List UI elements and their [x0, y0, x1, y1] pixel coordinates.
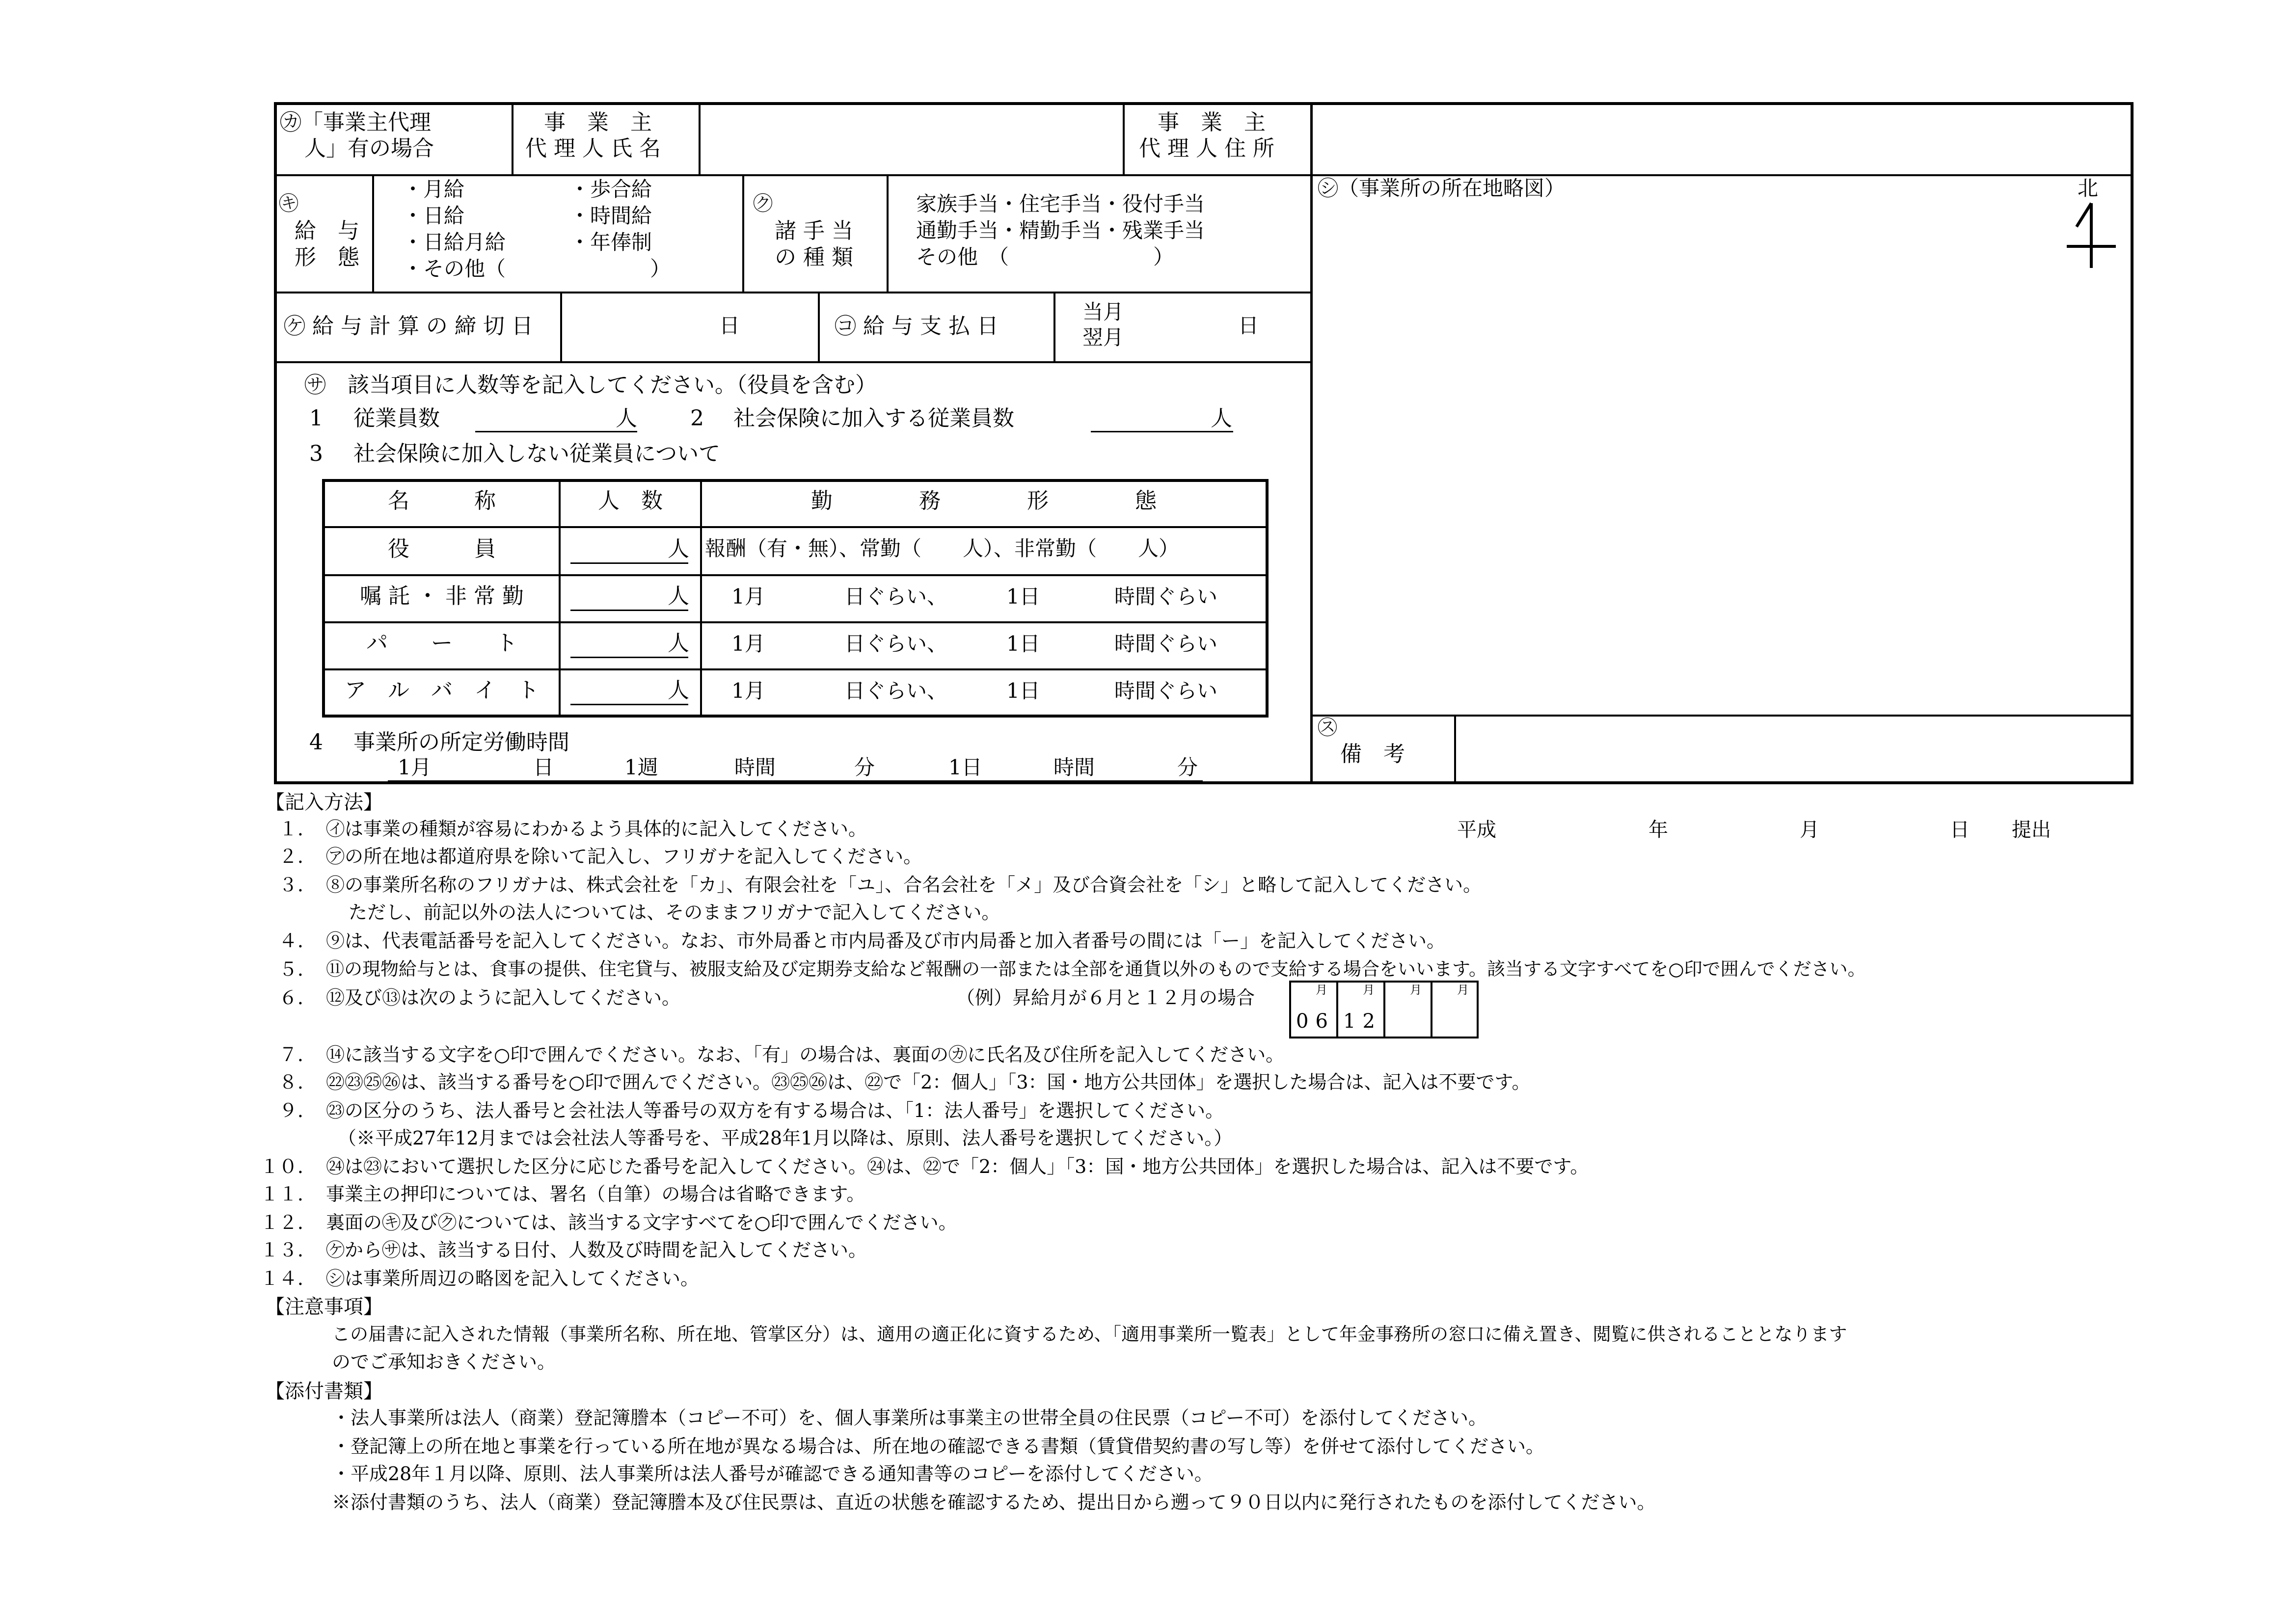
- work-form-text: 時間ぐらい: [1114, 679, 1218, 703]
- divider: [322, 574, 1269, 576]
- agent-name-label: 代 理 人 氏 名: [525, 136, 661, 161]
- attachment-item: ※添付書類のうち、法人（商業）登記簿謄本及び住民票は、直近の状態を確認するため、提出日から遡って９０日以内に発行されたものを添付してください。: [332, 1491, 1656, 1513]
- north-label: 北: [2078, 176, 2099, 200]
- payday-unit: 日: [1238, 314, 1259, 338]
- divider: [322, 526, 1269, 528]
- instruction-number: ８．: [279, 1071, 317, 1093]
- instruction-text: ⑫及び⑬は次のように記入してください。: [326, 987, 681, 1009]
- agent-label: 人」有の場合: [304, 136, 434, 161]
- instruction-number: ３．: [279, 874, 317, 896]
- pay-option[interactable]: ・日給: [403, 204, 465, 228]
- employees-header: ㋚ 該当項目に人数等を記入してください。（役員を含む）: [304, 372, 877, 398]
- remarks-label: 備 考: [1340, 742, 1405, 767]
- employee-count-label: 従業員数: [353, 406, 440, 431]
- attachments-title: 【添付書類】: [265, 1380, 383, 1403]
- instruction-number: ４．: [279, 930, 317, 952]
- pay-type-label: 給 与: [295, 218, 359, 243]
- table-row-name: パ ー ト: [366, 631, 517, 656]
- pay-option[interactable]: ・日給月給: [403, 230, 506, 254]
- insured-count-unit: 人: [1211, 406, 1232, 431]
- working-hours-unit: 分: [854, 755, 875, 779]
- agent-name-field[interactable]: [702, 105, 1119, 172]
- allowance-mark: ㋗: [753, 192, 773, 215]
- instructions-title: 【記入方法】: [265, 791, 383, 814]
- allowance-label: 諸 手 当: [775, 218, 853, 243]
- instruction-text: ㋛は事業所周辺の略図を記入してください。: [326, 1268, 700, 1289]
- divider: [1336, 981, 1338, 1038]
- insured-count-label: 社会保険に加入する従業員数: [733, 406, 1014, 431]
- example-cell-label: 月: [1410, 983, 1422, 997]
- instruction-number: ６．: [279, 987, 317, 1009]
- table-header-count: 人 数: [598, 488, 663, 513]
- divider: [1310, 715, 2134, 717]
- instruction-text: ㋘から㋚は、該当する日付、人数及び時間を記入してください。: [326, 1239, 867, 1261]
- instruction-text: ただし、前記以外の法人については、そのままフリガナで記入してください。: [349, 902, 1000, 923]
- divider: [887, 174, 889, 292]
- attachment-item: ・法人事業所は法人（商業）登記簿謄本（コピー不可）を、個人事業所は事業主の世帯全員の住民票（コピー不可）を添付してください。: [332, 1407, 1487, 1429]
- map-drawing-area[interactable]: [1315, 226, 2130, 712]
- item-number: 2: [690, 406, 704, 431]
- pay-option[interactable]: ・年俸制: [569, 230, 652, 254]
- allowance-option[interactable]: 家族手当・住宅手当・役付手当: [916, 192, 1205, 216]
- work-form-text: 日ぐらい、: [844, 679, 948, 703]
- allowance-label: の 種 類: [775, 245, 853, 270]
- work-form-text: 1月: [731, 585, 765, 609]
- instruction-number: ９．: [279, 1100, 317, 1121]
- payday-label: ㋙ 給 与 支 払 日: [835, 314, 999, 339]
- divider: [274, 292, 1311, 293]
- divider: [1431, 981, 1432, 1038]
- instruction-text: ㉓の区分のうち、法人番号と会社法人等番号の双方を有する場合は、「1：法人番号」を選択してください。: [326, 1100, 1224, 1121]
- divider: [274, 174, 2134, 176]
- divider: [322, 621, 1269, 623]
- officer-work-form[interactable]: 報酬（有・無）、常勤（ 人）、非常勤（ 人）: [705, 536, 1180, 560]
- example-label: （例）昇給月が６月と１２月の場合: [956, 987, 1255, 1009]
- pay-option[interactable]: ・歩合給: [569, 177, 652, 201]
- date-era: 平成: [1457, 819, 1496, 841]
- example-value: 12: [1343, 1010, 1382, 1033]
- employee-count-unit: 人: [616, 406, 637, 431]
- table-header-name: 名 称: [388, 488, 496, 513]
- table-row-unit: 人: [668, 536, 689, 561]
- date-month: 月: [1800, 819, 1819, 841]
- notes-text: この届書に記入された情報（事業所名称、所在地、管掌区分）は、適用の適正化に資するため、「適用事業所一覧表」として年金事務所の窓口に備え置き、閲覧に供されることとなります: [332, 1324, 1847, 1345]
- divider: [742, 174, 744, 292]
- work-form-text: 1日: [1006, 632, 1040, 656]
- instruction-text: ⑧の事業所名称のフリガナは、株式会社を「カ」、有限会社を「ユ」、合名会社を「メ」及び合資会社を「シ」と略して記入してください。: [326, 874, 1482, 896]
- example-cell-label: 月: [1363, 983, 1375, 997]
- date-submit: 提出: [2012, 819, 2051, 841]
- divider: [1383, 981, 1385, 1038]
- instruction-number: １４．: [260, 1268, 317, 1289]
- working-hours-unit: 日: [533, 755, 554, 779]
- divider: [1454, 715, 1456, 784]
- table-row-unit: 人: [668, 631, 689, 656]
- cutoff-field[interactable]: [564, 294, 814, 358]
- officer-count-field[interactable]: [570, 562, 688, 564]
- work-form-text: 時間ぐらい: [1114, 585, 1218, 609]
- attachment-item: ・平成28年１月以降、原則、法人事業所は法人番号が確認できる通知書等のコピーを添付してください。: [332, 1463, 1213, 1485]
- item-number: 3: [309, 441, 323, 466]
- table-row-name: ア ル バ イ ト: [345, 678, 539, 703]
- payday-option-this-month[interactable]: 当月: [1082, 300, 1124, 324]
- work-form-text: 1日: [1006, 585, 1040, 609]
- instruction-text: ⑨は、代表電話番号を記入してください。なお、市外局番と市内局番及び市内局番と加入者番号の間には「ー」を記入してください。: [326, 930, 1446, 952]
- example-value: 06: [1296, 1010, 1335, 1033]
- instruction-number: ７．: [279, 1044, 317, 1065]
- working-hours-field[interactable]: [388, 780, 1203, 782]
- instruction-text: ㉔は㉓において選択した区分に応じた番号を記入してください。㉔は、㉒で「2：個人」「3：国・地方公共団体」を選択した場合は、記入は不要です。: [326, 1156, 1589, 1177]
- divider: [699, 102, 701, 175]
- pay-option[interactable]: ・月給: [403, 177, 465, 201]
- table-row-unit: 人: [668, 678, 689, 703]
- work-form-text: 1月: [731, 632, 765, 656]
- uninsured-label: 社会保険に加入しない従業員について: [353, 441, 721, 466]
- instruction-text: ⑭に該当する文字を○印で囲んでください。なお、「有」の場合は、裏面の㋕に氏名及び住所を記入してください。: [326, 1044, 1285, 1065]
- pay-type-label: 形 態: [295, 245, 359, 270]
- payday-option-next-month[interactable]: 翌月: [1082, 325, 1124, 349]
- date-day: 日: [1950, 819, 1970, 841]
- work-form-text: 日ぐらい、: [844, 585, 948, 609]
- divider: [372, 174, 374, 292]
- instruction-number: １３．: [260, 1239, 317, 1261]
- item-number: 4: [309, 730, 323, 755]
- table-row-unit: 人: [668, 584, 689, 609]
- instruction-text: 事業主の押印については、署名（自筆）の場合は省略できます。: [326, 1183, 865, 1205]
- agent-address-label: 代 理 人 住 所: [1139, 136, 1274, 161]
- divider: [818, 292, 820, 361]
- instruction-text: 裏面の㋖及び㋗については、該当する文字すべてを○印で囲んでください。: [326, 1212, 957, 1233]
- working-hours-unit: 1月: [398, 755, 432, 779]
- instruction-number: １０．: [260, 1156, 317, 1177]
- cutoff-label: ㋘ 給 与 計 算 の 締 切 日: [284, 314, 533, 339]
- working-hours-unit: 分: [1177, 755, 1198, 779]
- notes-title: 【注意事項】: [265, 1296, 383, 1318]
- agent-address-field[interactable]: [1315, 105, 2130, 172]
- working-hours-unit: 時間: [734, 755, 776, 779]
- remarks-mark: ㋜: [1318, 717, 1337, 739]
- divider: [1053, 292, 1055, 361]
- map-label: ㋛（事業所の所在地略図）: [1318, 176, 1566, 200]
- item-number: 1: [309, 406, 323, 431]
- divider: [1310, 102, 1313, 784]
- table-header-form: 勤 務 形 態: [811, 488, 1157, 513]
- employee-count-field[interactable]: [475, 431, 637, 432]
- instruction-number: １１．: [260, 1183, 317, 1205]
- table-row-name: 役 員: [388, 536, 496, 561]
- instruction-number: ２．: [279, 846, 317, 867]
- agent-name-label: 事 業 主: [544, 110, 652, 135]
- cutoff-unit: 日: [719, 314, 740, 338]
- working-hours-unit: 時間: [1053, 755, 1095, 779]
- pay-option[interactable]: ・時間給: [569, 204, 652, 228]
- working-hours-unit: 1日: [948, 755, 982, 779]
- instruction-text: ㋐の所在地は都道府県を除いて記入し、フリガナを記入してください。: [326, 846, 922, 867]
- divider: [322, 668, 1269, 670]
- instruction-text: ㉒㉓㉕㉖は、該当する番号を○印で囲んでください。㉓㉕㉖は、㉒で「2：個人」「3：国・地方公共団体」を選択した場合は、記入は不要です。: [326, 1071, 1531, 1093]
- allowance-option[interactable]: 通勤手当・精勤手当・残業手当: [916, 218, 1205, 242]
- agent-address-label: 事 業 主: [1158, 110, 1266, 135]
- divider: [560, 292, 562, 361]
- instruction-text: ㋑は事業の種類が容易にわかるよう具体的に記入してください。: [326, 818, 867, 840]
- notes-text: のでご承知おきください。: [332, 1351, 556, 1373]
- working-hours-label: 事業所の所定労働時間: [353, 730, 569, 755]
- work-form-text: 1日: [1006, 679, 1040, 703]
- arbeit-count-field[interactable]: [570, 704, 688, 705]
- divider: [559, 479, 561, 718]
- example-cell-label: 月: [1316, 983, 1327, 997]
- work-form-text: 時間ぐらい: [1114, 632, 1218, 656]
- allowance-option[interactable]: その他 （ ）: [916, 245, 1174, 269]
- pay-option[interactable]: ・その他（ ）: [403, 257, 671, 281]
- agent-label: ㋕「事業主代理: [280, 110, 431, 135]
- attachment-item: ・登記簿上の所在地と事業を行っている所在地が異なる場合は、所在地の確認できる書類（賃貸借契約書の写し等）を併せて添付してください。: [332, 1436, 1545, 1457]
- instruction-number: １２．: [260, 1212, 317, 1233]
- divider: [512, 102, 513, 175]
- part-time-contract-count-field[interactable]: [570, 610, 688, 611]
- instruction-text: （※平成27年12月までは会社法人等番号を、平成28年1月以降は、原則、法人番号を選択してください。）: [338, 1127, 1233, 1149]
- table-row-name: 嘱 託 ・ 非 常 勤: [360, 584, 524, 609]
- divider: [700, 479, 702, 718]
- example-cell-label: 月: [1457, 983, 1469, 997]
- date-year: 年: [1648, 819, 1668, 841]
- divider: [1123, 102, 1125, 175]
- divider: [274, 361, 1311, 363]
- work-form-text: 1月: [731, 679, 765, 703]
- instruction-number: ５．: [279, 958, 317, 980]
- working-hours-unit: 1週: [624, 755, 658, 779]
- instruction-number: １．: [279, 818, 317, 840]
- work-form-text: 日ぐらい、: [844, 632, 948, 656]
- instruction-text: ⑪の現物給与とは、食事の提供、住宅貸与、被服支給及び定期券支給など報酬の一部または全部を通貨以外のもので支給する場合をいいます。該当する文字すべてを○印で囲んでください。: [326, 958, 1866, 980]
- remarks-field[interactable]: [1458, 718, 2130, 781]
- pay-type-mark: ㋖: [279, 192, 298, 215]
- part-count-field[interactable]: [570, 657, 688, 658]
